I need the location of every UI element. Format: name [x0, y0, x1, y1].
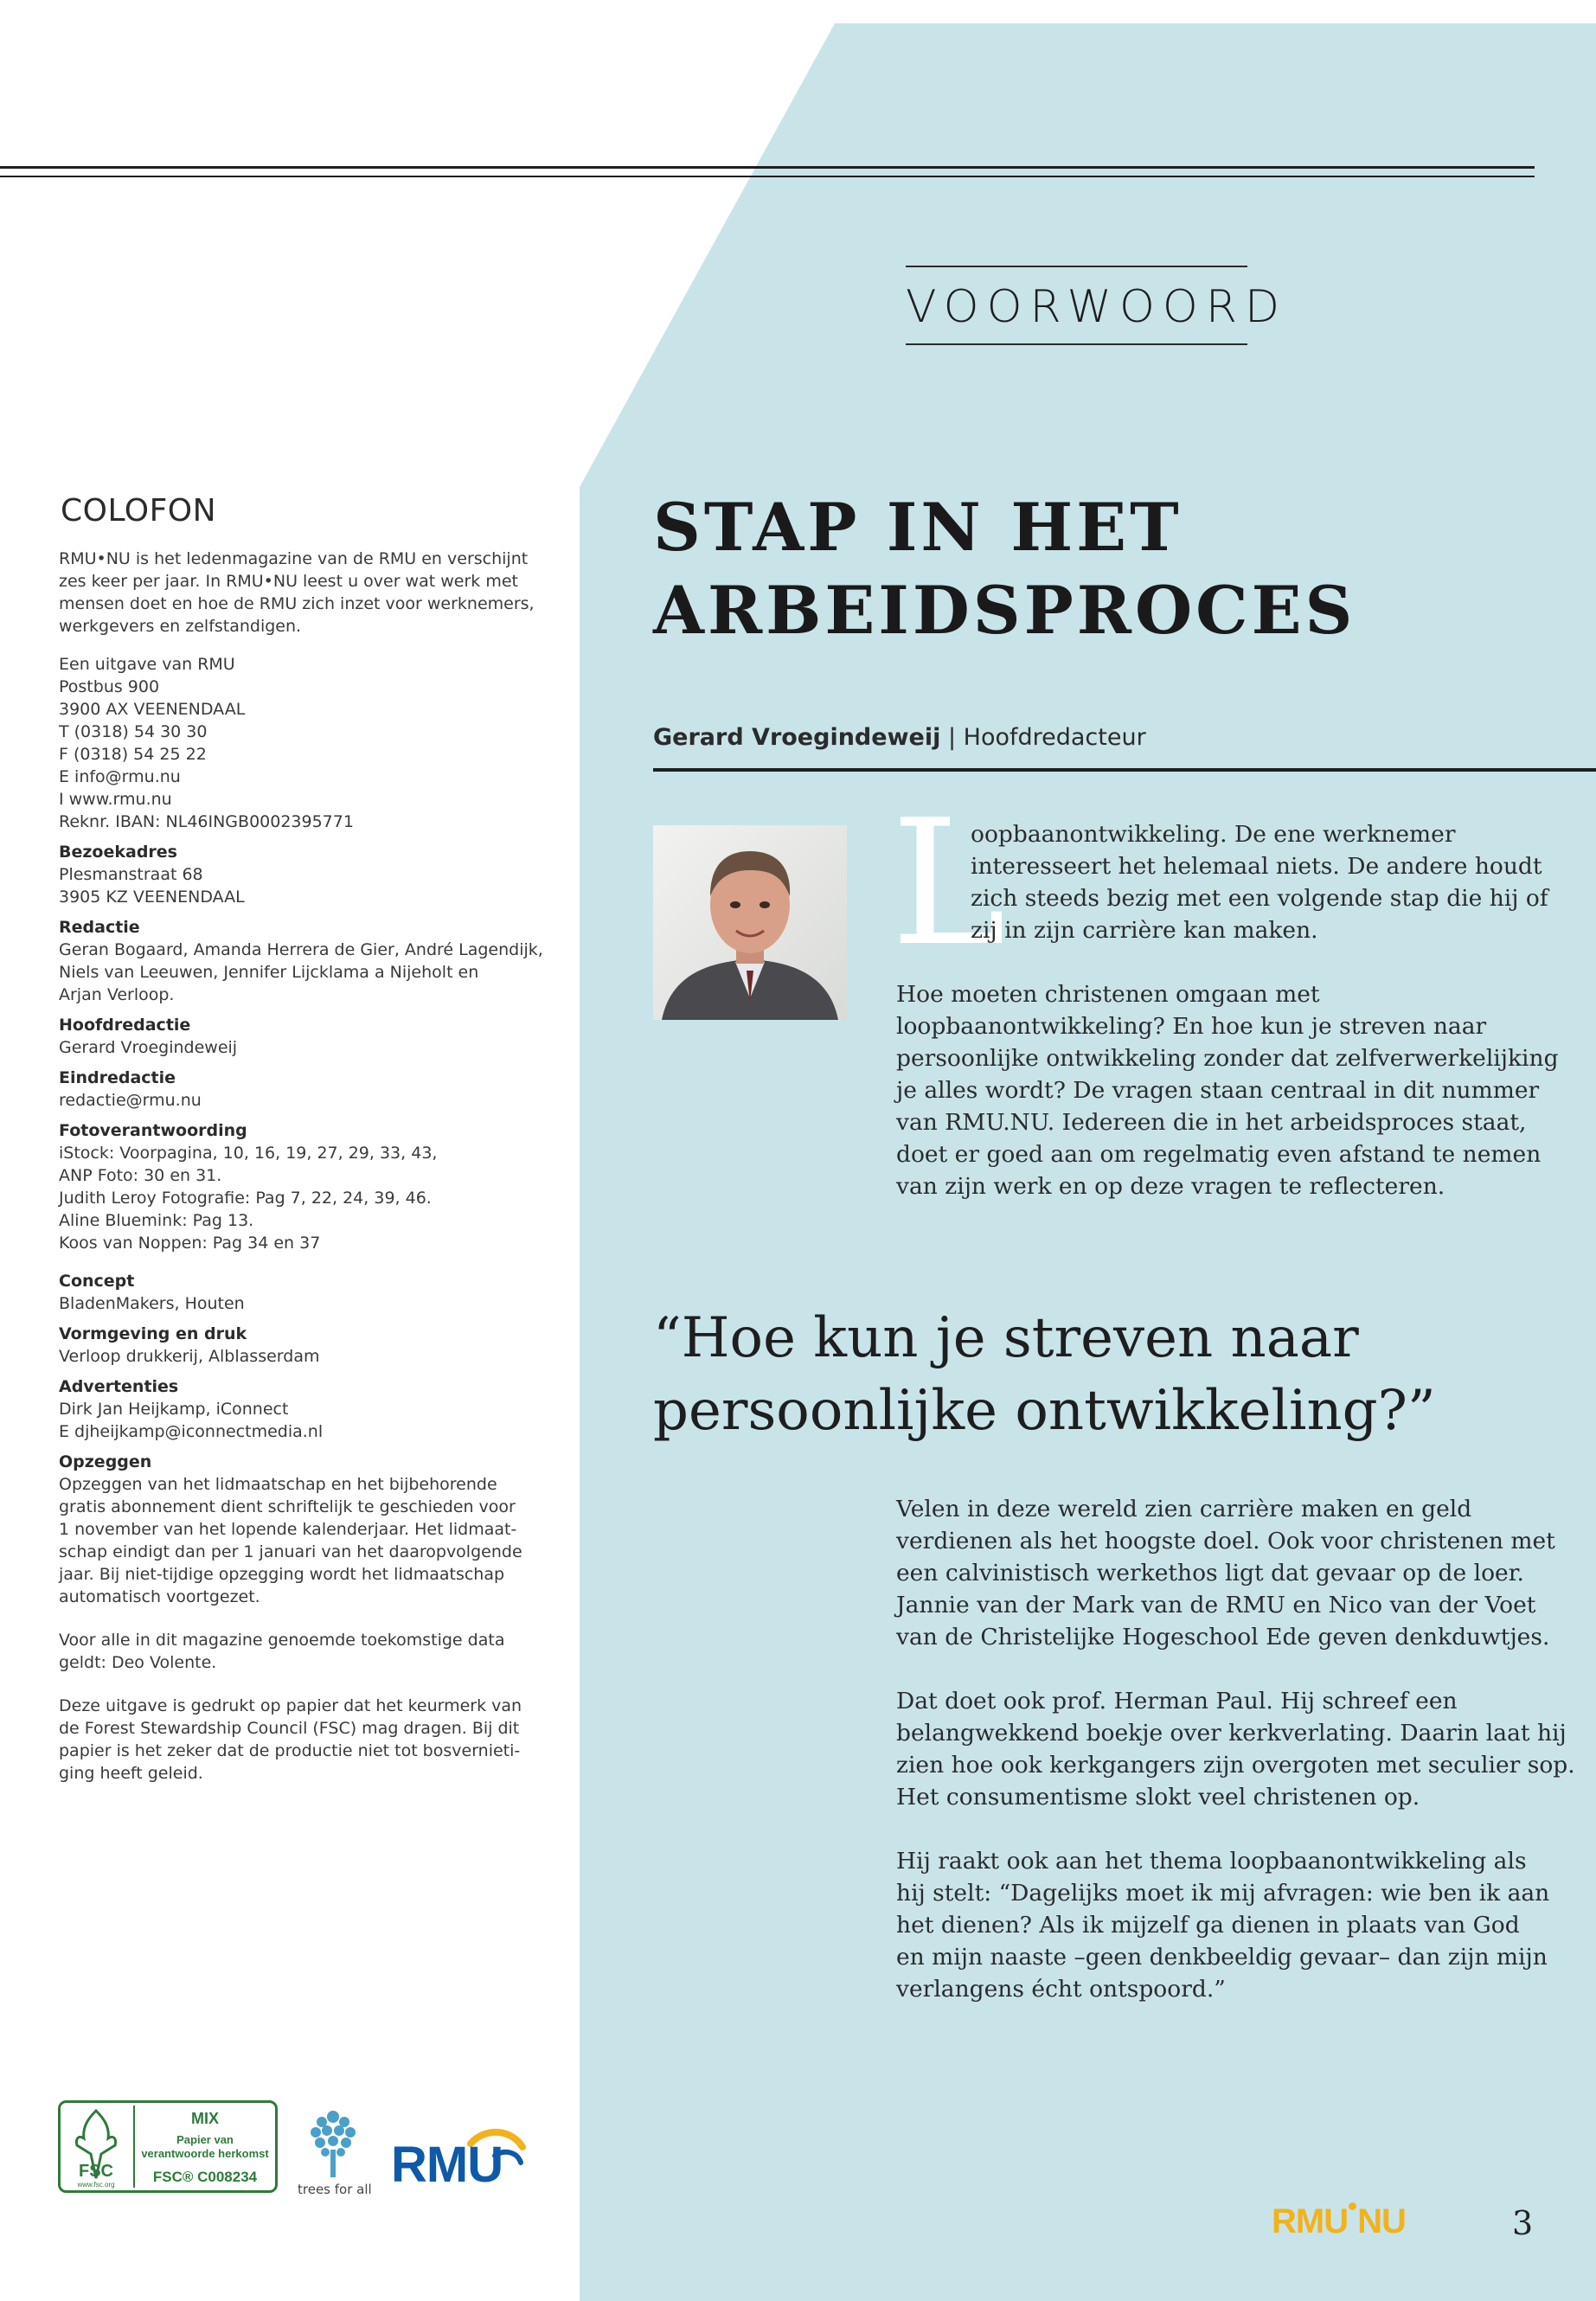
article-headline [653, 486, 1570, 652]
pull-quote-line: “Hoe kun je streven naar [653, 1306, 1359, 1370]
author-photo [653, 825, 847, 1020]
top-rule-thin [0, 176, 1535, 177]
text-line: iStock: Voorpagina, 10, 16, 19, 27, 29, 33, 43, [59, 1144, 438, 1163]
text-line: oopbaanontwikkeling. De ene werknemer [971, 821, 1456, 848]
text-line: Geran Bogaard, Amanda Herrera de Gier, André Lagendijk, [59, 940, 543, 959]
byline [653, 724, 1146, 751]
byline-separator: | [947, 724, 957, 751]
colofon-label: Eindredactie [59, 1068, 176, 1087]
text-line: Postbus 900 [59, 677, 160, 696]
colofon-heading: COLOFON [61, 493, 217, 529]
text-line: zij in zijn carrière kan maken. [971, 917, 1318, 944]
colofon-label: Bezoekadres [59, 843, 177, 862]
text-line: Opzeggen van het lidmaatschap en het bijbehorende [59, 1475, 497, 1494]
text-line: van zijn werk en op deze vragen te reflecteren. [896, 1173, 1445, 1200]
article-paragraph [896, 978, 1580, 1202]
colofon-block [59, 1014, 543, 1059]
section-title: VOORWOORD [906, 281, 1287, 333]
colofon-block [59, 1323, 543, 1368]
text-line: Niels van Leeuwen, Jennifer Lijcklama a Nijeholt en [59, 963, 479, 982]
text-line: Arjan Verloop. [59, 985, 175, 1004]
page-number: 3 [1512, 2204, 1534, 2242]
text-line: Plesmanstraat 68 [59, 865, 203, 884]
trees-for-all-label: trees for all [298, 2182, 372, 2197]
text-line: Voor alle in dit magazine genoemde toekomstige data [59, 1631, 505, 1650]
colofon-label: Advertenties [59, 1377, 179, 1396]
text-line: zien hoe ook kerkgangers zijn overgoten met seculier sop. [896, 1752, 1575, 1779]
author-name: Gerard Vroegindeweij [653, 724, 941, 751]
colofon-fsc-note [59, 1695, 543, 1785]
rmunu-logo [1272, 2204, 1406, 2239]
text-line: redactie@rmu.nu [59, 1091, 202, 1110]
rmu-logo-text: RMU [391, 2137, 503, 2193]
colofon-block [59, 1067, 543, 1112]
rmunu-right: NU [1357, 2202, 1406, 2240]
text-line: Een uitgave van RMU [59, 655, 235, 674]
text-line: 3900 AX VEENENDAAL [59, 700, 246, 719]
colofon-block [59, 841, 543, 908]
text-line: Velen in deze wereld zien carrière maken en geld [896, 1496, 1472, 1522]
article-paragraph [896, 1685, 1580, 1813]
colofon-block [59, 916, 543, 1006]
byline-rule [653, 768, 1596, 772]
colofon-label: Hoofdredactie [59, 1016, 191, 1035]
text-line: F (0318) 54 25 22 [59, 745, 207, 764]
text-line: gratis abonnement dient schriftelijk te geschieden voor [59, 1497, 516, 1516]
article-paragraph [896, 1493, 1580, 1653]
text-line: papier is het zeker dat de productie niet tot bosvernieti- [59, 1741, 521, 1760]
headline-line: STAP IN HET [653, 489, 1183, 566]
article-paragraph [896, 1845, 1580, 2005]
text-line: verlangens écht ontspoord.” [896, 1976, 1226, 2003]
text-line: van RMU.NU. Iedereen die in het arbeidsproces staat, [896, 1109, 1527, 1136]
text-line: je alles wordt? De vragen staan centraal in dit nummer [896, 1077, 1540, 1104]
fsc-logo [58, 2100, 278, 2193]
text-line: Jannie van der Mark van de RMU en Nico van der Voet [896, 1592, 1536, 1618]
text-line: het dienen? Als ik mijzelf ga dienen in plaats van God [896, 1912, 1520, 1939]
text-line: en mijn naaste –geen denkbeeldig gevaar– dan zijn mijn [896, 1944, 1548, 1971]
text-line: E djheijkamp@iconnectmedia.nl [59, 1422, 324, 1441]
text-line: T (0318) 54 30 30 [59, 722, 208, 741]
colofon-block [59, 1451, 543, 1608]
text-line: persoonlijke ontwikkeling zonder dat zelfverwerkelijking [896, 1045, 1559, 1072]
text-line: 3905 KZ VEENENDAAL [59, 888, 245, 907]
rmunu-dot [1349, 2202, 1356, 2210]
tree-icon [311, 2111, 356, 2177]
author-role: Hoofdredacteur [963, 724, 1146, 751]
section-header [906, 266, 1287, 345]
text-line: Judith Leroy Fotografie: Pag 7, 22, 24, 39, 46. [59, 1189, 432, 1208]
fsc-line1: Papier van [176, 2133, 234, 2146]
colofon-label: Redactie [59, 918, 140, 937]
rmunu-left: RMU [1272, 2202, 1349, 2240]
pull-quote-line: persoonlijke ontwikkeling?” [653, 1379, 1436, 1443]
text-line: Dat doet ook prof. Herman Paul. Hij schreef een [896, 1688, 1458, 1715]
text-line: verdienen als het hoogste doel. Ook voor christenen met [896, 1528, 1555, 1554]
fsc-brand: FSC [79, 2162, 113, 2181]
text-line: BladenMakers, Houten [59, 1294, 245, 1313]
text-line: Dirk Jan Heijkamp, iConnect [59, 1400, 289, 1419]
text-line: geldt: Deo Volente. [59, 1653, 217, 1672]
fsc-line2: verantwoorde herkomst [141, 2147, 269, 2160]
colofon-publisher [59, 653, 543, 833]
text-line: Het consumentisme slokt veel christenen op. [896, 1784, 1420, 1811]
drop-cap: L [891, 783, 1006, 984]
text-line: loopbaanontwikkeling? En hoe kun je streven naar [896, 1013, 1487, 1040]
colofon-intro: RMU•NU is het ledenmagazine van de RMU en verschijnt zes keer per jaar. In RMU•NU leest u over wat werk met mensen doet en hoe de RMU zich inzet voor werknemers, werkgevers en zelfstandigen. [59, 549, 535, 636]
colofon-note [59, 1629, 543, 1674]
text-line: Deze uitgave is gedrukt op papier dat het keurmerk van [59, 1696, 522, 1715]
text-line: interesseert het helemaal niets. De andere houdt [971, 853, 1542, 880]
colofon-label: Concept [59, 1272, 135, 1291]
text-line: zich steeds bezig met een volgende stap die hij of [971, 885, 1548, 912]
text-line: Verloop drukkerij, Alblasserdam [59, 1347, 320, 1366]
text-line: Koos van Noppen: Pag 34 en 37 [59, 1234, 321, 1253]
text-line: Gerard Vroegindeweij [59, 1038, 238, 1057]
top-rule [0, 166, 1535, 169]
text-line: E info@rmu.nu [59, 767, 181, 786]
text-line: doet er goed aan om regelmatig even afstand te nemen [896, 1141, 1542, 1168]
text-line: ANP Foto: 30 en 31. [59, 1166, 222, 1185]
colofon-label: Fotoverantwoording [59, 1121, 247, 1140]
text-line: I www.rmu.nu [59, 790, 172, 809]
fsc-mix: MIX [190, 2110, 220, 2127]
text-line: automatisch voortgezet. [59, 1587, 260, 1606]
colofon [59, 548, 543, 1785]
text-line: jaar. Bij niet-tijdige opzegging wordt het lidmaatschap [59, 1565, 505, 1584]
colofon-block [59, 1375, 543, 1443]
text-line: de Forest Stewardship Council (FSC) mag dragen. Bij dit [59, 1719, 520, 1738]
article-intro [971, 818, 1576, 946]
colofon-label: Opzeggen [59, 1452, 152, 1471]
colofon-label: Vormgeving en druk [59, 1324, 247, 1343]
pull-quote [653, 1302, 1587, 1447]
text-line: van de Christelijke Hogeschool Ede geven denkduwtjes. [896, 1624, 1550, 1650]
text-line: Aline Bluemink: Pag 13. [59, 1211, 254, 1230]
fsc-code: FSC® C008234 [152, 2169, 258, 2185]
text-line: hij stelt: “Dagelijks moet ik mij afvragen: wie ben ik aan [896, 1880, 1550, 1907]
text-line: Hoe moeten christenen omgaan met [896, 981, 1320, 1008]
text-line: schap eindigt dan per 1 januari van het daaropvolgende [59, 1542, 522, 1561]
headline-line: ARBEIDSPROCES [653, 572, 1356, 649]
text-line: een calvinistisch werkethos ligt dat gevaar op de loer. [896, 1560, 1524, 1586]
text-line: 1 november van het lopende kalenderjaar. Het lidmaat- [59, 1520, 517, 1539]
text-line: ging heeft geleid. [59, 1764, 203, 1783]
text-line: Hij raakt ook aan het thema loopbaanontwikkeling als [896, 1848, 1527, 1875]
text-line: belangwekkend boekje over kerkverlating. Daarin laat hij [896, 1720, 1567, 1747]
colofon-block [59, 1119, 543, 1254]
colofon-block [59, 1270, 543, 1315]
fsc-url: www.fsc.org [77, 2181, 115, 2189]
text-line: Reknr. IBAN: NL46INGB0002395771 [59, 812, 354, 831]
